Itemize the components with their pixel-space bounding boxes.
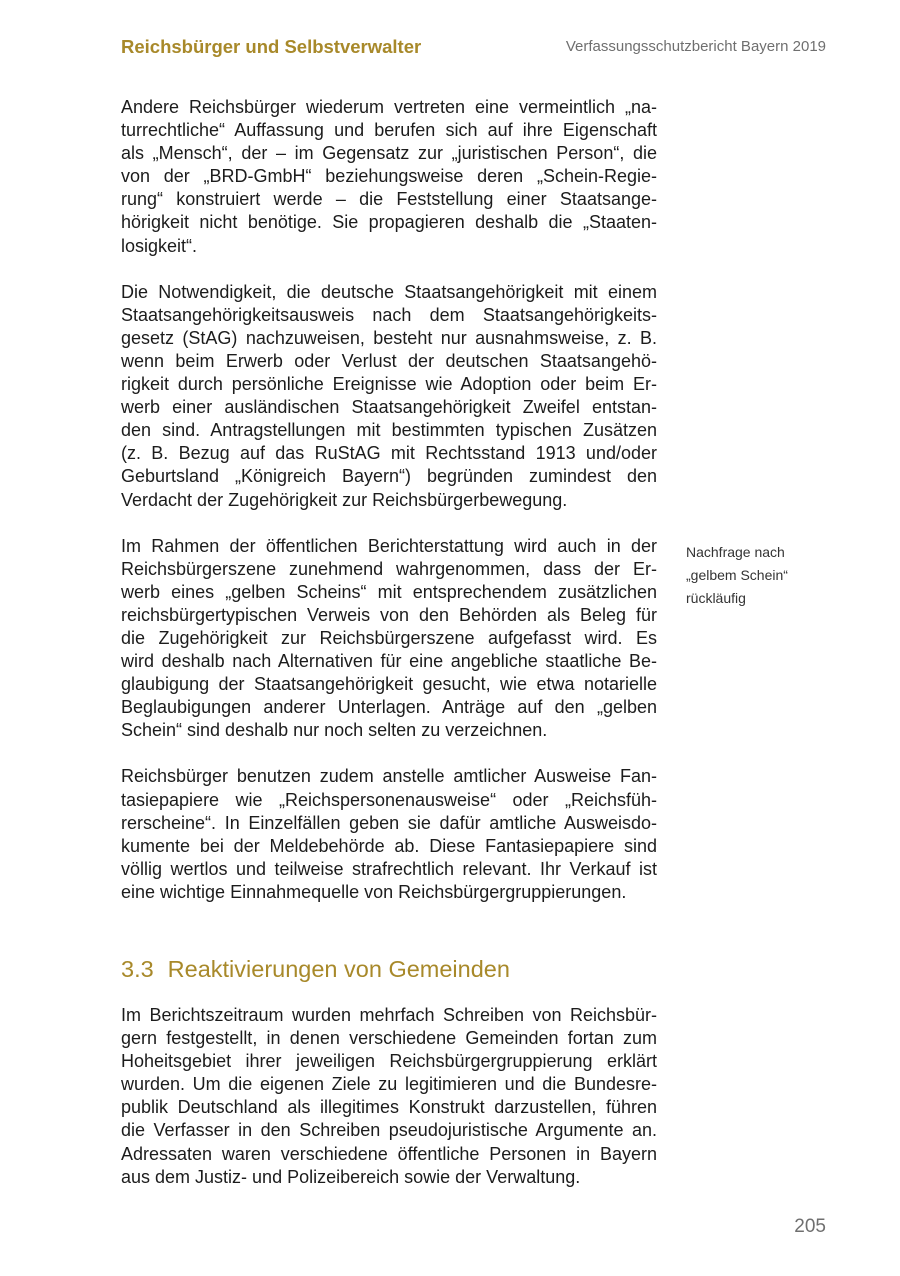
text-line: wurden. Um die eigenen Ziele zu legitimieren und die Bundesre- (121, 1074, 657, 1095)
text-line: wird deshalb nach Alternativen für eine angebliche staatliche Be- (121, 651, 657, 672)
text-line: (z. B. Bezug auf das RuStAG mit Rechtsstand 1913 und/oder (121, 443, 657, 464)
text-line: Staatsangehörigkeitsausweis nach dem Staatsangehörigkeits- (121, 304, 657, 325)
paragraph-staatsangehoerigkeitsausweis (121, 281, 657, 512)
margin-note-line: Nachfrage nach (686, 544, 785, 560)
page-number: 205 (794, 1216, 826, 1237)
text-line: Verdacht der Zugehörigkeit zur Reichsbürgerbewegung. (121, 489, 568, 510)
text-line: werb eines „gelben Scheins“ mit entsprechendem zusätzlichen (121, 581, 657, 602)
text-line: den sind. Antragstellungen mit bestimmten typischen Zusätzen (121, 420, 657, 441)
text-line: kumente bei der Meldebehörde ab. Diese Fantasiepapiere sind (121, 835, 657, 856)
chapter-title: Reichsbürger und Selbstverwalter (121, 36, 422, 57)
text-line: Geburtsland „Königreich Bayern“) begründen zumindest den (121, 466, 657, 487)
text-line: Andere Reichsbürger wiederum vertreten eine vermeintlich „na- (121, 97, 657, 117)
text-line: Beglaubigungen anderer Unterlagen. Anträge auf den „gelben (121, 697, 657, 718)
text-line: werb einer ausländischen Staatsangehörigkeit Zweifel entstan- (121, 397, 657, 418)
text-line: Im Rahmen der öffentlichen Berichterstattung wird auch in der (121, 535, 657, 556)
text-line: Im Berichtszeitraum wurden mehrfach Schreiben von Reichsbür- (121, 1005, 657, 1025)
text-line: eine wichtige Einnahmequelle von Reichsbürgergruppierungen. (121, 881, 627, 902)
text-line: Reichsbürgerszene zunehmend wahrgenommen, dass der Er- (121, 558, 657, 579)
paragraph-staatenlosigkeit (121, 96, 657, 258)
text-line: glaubigung der Staatsangehörigkeit gesucht, wie etwa notarielle (121, 674, 657, 695)
main-content (121, 96, 657, 1212)
text-line: hörigkeit nicht benötige. Sie propagieren deshalb die „Staaten- (121, 212, 657, 233)
text-line: aus dem Justiz- und Polizeibereich sowie der Verwaltung. (121, 1166, 581, 1187)
text-line: losigkeit“. (121, 235, 198, 256)
text-line: tasiepapiere wie „Reichspersonenausweise“ oder „Reichsfüh- (121, 789, 657, 810)
text-line: wenn beim Erwerb oder Verlust der deutschen Staatsangehö- (121, 350, 657, 371)
text-line: rerscheine“. In Einzelfällen geben sie dafür amtliche Ausweisdo- (121, 812, 657, 833)
text-line: Die Notwendigkeit, die deutsche Staatsangehörigkeit mit einem (121, 281, 657, 302)
text-line: rigkeit durch persönliche Ereignisse wie Adoption oder beim Er- (121, 374, 657, 395)
paragraph-gelber-schein (121, 535, 657, 743)
text-line: Adressaten waren verschiedene öffentliche Personen in Bayern (121, 1143, 657, 1164)
text-line: als „Mensch“, der – im Gegensatz zur „juristischen Person“, die (121, 143, 657, 164)
text-line: die Verfasser in den Schreiben pseudojuristische Argumente an. (121, 1120, 657, 1141)
paragraph-reaktivierungen (121, 1004, 657, 1189)
text-line: die Zugehörigkeit zur Reichsbürgerszene aufgefasst wird. Es (121, 627, 657, 648)
text-line: Reichsbürger benutzen zudem anstelle amtlicher Ausweise Fan- (121, 766, 657, 787)
section-title: Reaktivierungen von Gemeinden (167, 956, 510, 982)
text-line: Schein“ sind deshalb nur noch selten zu verzeichnen. (121, 720, 548, 741)
text-line: reichsbürgertypischen Verweis von den Behörden als Beleg für (121, 604, 657, 625)
section-number: 3.3 (121, 956, 154, 982)
margin-note (686, 541, 846, 610)
text-line: Hoheitsgebiet ihrer jeweiligen Reichsbürgergruppierung erklärt (121, 1051, 657, 1072)
text-line: gesetz (StAG) nachzuweisen, besteht nur ausnahmsweise, z. B. (121, 327, 657, 348)
text-line: turrechtliche“ Auffassung und berufen sich auf ihre Eigenschaft (121, 120, 657, 141)
text-line: rung“ konstruiert werde – die Feststellung einer Staatsange- (121, 189, 657, 210)
paragraph-fantasiepapiere (121, 765, 657, 904)
margin-note-line: rückläufig (686, 590, 746, 606)
text-line: von der „BRD-GmbH“ beziehungsweise deren „Schein-Regie- (121, 166, 657, 187)
margin-note-line: „gelbem Schein“ (686, 567, 788, 583)
text-line: völlig wertlos und teilweise strafrechtlich relevant. Ihr Verkauf ist (121, 858, 657, 879)
text-line: gern festgestellt, in denen verschiedene Gemeinden fortan zum (121, 1028, 657, 1049)
publication-title: Verfassungsschutzbericht Bayern 2019 (565, 38, 826, 55)
section-heading (121, 955, 657, 983)
text-line: publik Deutschland als illegitimes Konstrukt darzustellen, führen (121, 1097, 657, 1118)
